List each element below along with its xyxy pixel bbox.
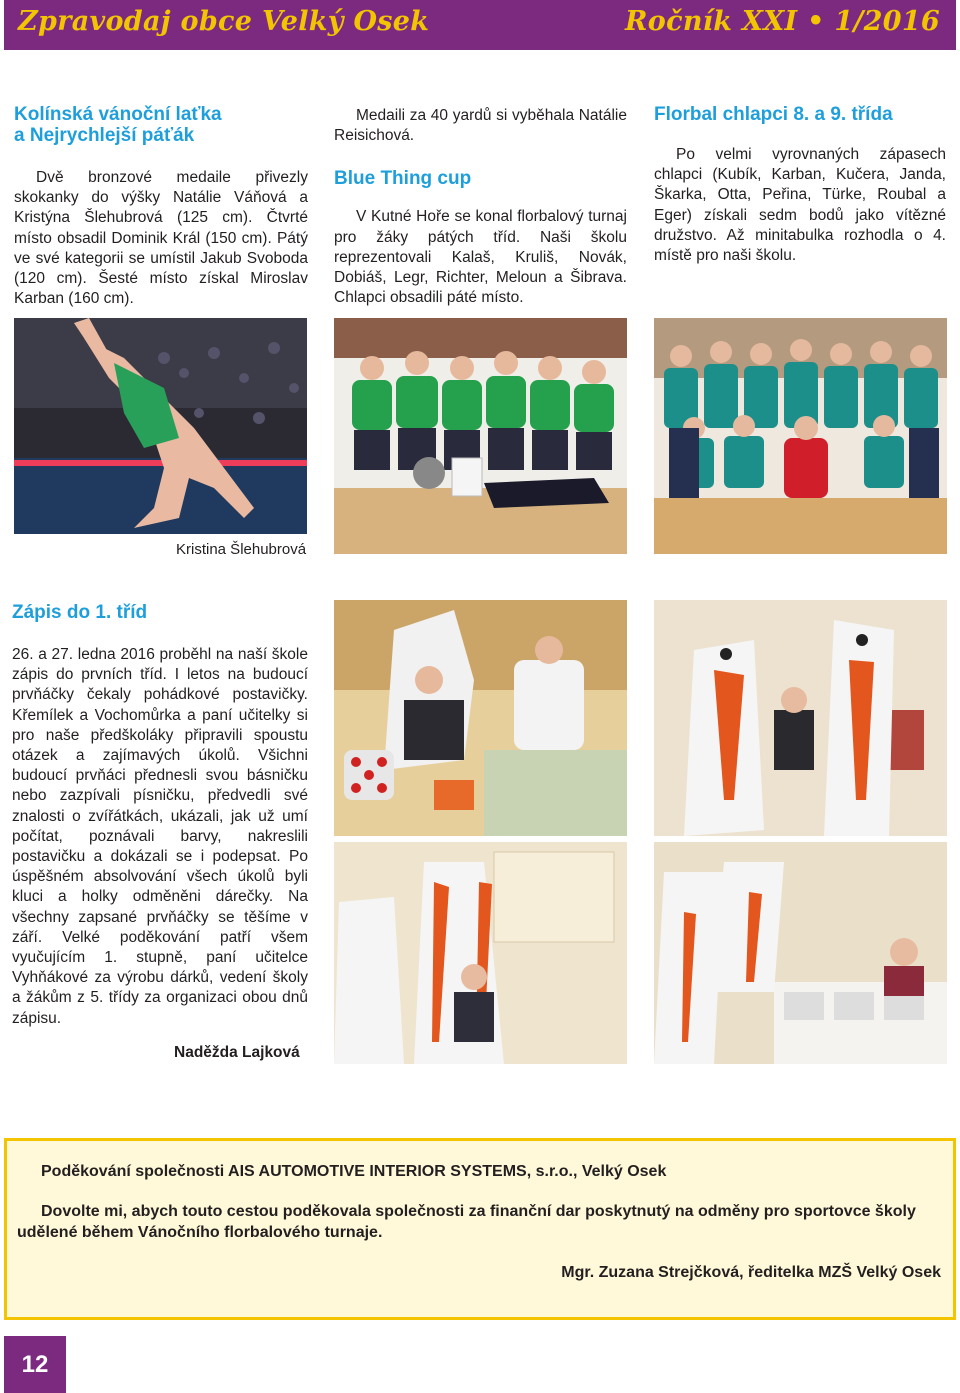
photo-high-jumper <box>14 318 307 534</box>
thanks-box <box>4 1138 956 1320</box>
photo-caption: Kristina Šlehubrová <box>176 541 307 558</box>
thanks-box-text: Dovolte mi, abych touto cestou poděkovala společnosti za finanční dar poskytnutý na odměny pro sportovce školy udělené během Vánočního florbalového turnaje. <box>17 1203 916 1241</box>
article-highjump <box>14 104 308 309</box>
article-florbal <box>654 104 946 266</box>
article-highjump-text: Dvě bronzové medaile přivezly skokanky do výšky Natálie Váňová a Kristýna Šlehubrová (125 cm). Čtvrté místo obsadil Dominik Král (150 cm). Pátý ve své kategorii se umístil Jakub Svoboda (120 cm). Šesté místo získal Miroslav Karban (160 cm). <box>14 169 308 308</box>
article-highjump-title: Kolínská vánoční laťka a Nejrychlejší páťák <box>14 104 222 146</box>
thanks-box-title: Poděkování společnosti AIS AUTOMOTIVE INTERIOR SYSTEMS, s.r.o., Velký Osek <box>41 1163 667 1180</box>
article-bluething-text: V Kutné Hoře se konal florbalový turnaj pro žáky pátých tříd. Naši školu reprezentovali Kalaš, Kruliš, Novák, Dobiáš, Legr, Richter, Meloun a Šibrava. Chlapci obsadili páté místo. <box>334 208 627 307</box>
article-zapis-title: Zápis do 1. tříd <box>12 602 148 623</box>
photo-zapis-1 <box>334 600 627 836</box>
article-florbal-title: Florbal chlapci 8. a 9. třída <box>654 104 893 125</box>
article-bluething-title: Blue Thing cup <box>334 168 472 190</box>
article-zapis-author: Naděžda Lajková <box>174 1043 300 1061</box>
thanks-box-signature: Mgr. Zuzana Strejčková, ředitelka MZŠ Velký Osek <box>561 1264 941 1281</box>
article-zapis <box>12 602 308 1063</box>
newsletter-header <box>4 0 956 50</box>
page-number: 12 <box>4 1336 66 1393</box>
article-zapis-text: 26. a 27. ledna 2016 proběhl na naší škole zápis do prvních tříd. I letos na budoucí prvňáčky čekaly pohádkové postavičky. Křemílek a Vochomůrka a paní učitelky si pro naše předškoláky připravili spoustu otázek a zajímavých úkolů. Všichni budoucí prvňáci přednesli svou básničku nebo zazpívali písničku, předvedli své znalosti o zvířátkách, ukázali, jak už umí počítat, poznávali barvy, nakreslili postavičku a dokázali se i podepsat. Po úspěšném absolvování všech úkolů byli kluci a holky odměněni dárečky. Na všechny zapsané prvňáčky se těšíme v září. Velké poděkování patří všem vyučujícím 1. stupně, paní učitelce Vyhňákové za výrobu dárků, vedení školy a žákům z 5. třídy za organizaci obou dnů zápisu. <box>12 646 308 1027</box>
issue-label: Ročník XXI • 1/2016 <box>625 6 940 37</box>
photo-bluething-team <box>334 318 627 554</box>
photo-zapis-4 <box>654 842 947 1064</box>
photo-zapis-3 <box>334 842 627 1064</box>
photo-florbal-team <box>654 318 947 554</box>
photo-zapis-2 <box>654 600 947 836</box>
article-bluething <box>334 106 627 308</box>
newsletter-title: Zpravodaj obce Velký Osek <box>18 6 430 37</box>
article-highjump-continued: Medaili za 40 yardů si vyběhala Natálie Reisichová. <box>334 107 627 145</box>
article-florbal-text: Po velmi vyrovnaných zápasech chlapci (Kubík, Karban, Kučera, Janda, Škarka, Otta, Peřina, Türke, Roubal a Eger) získali sedm bodů jako vítězné družstvo. Až minitabulka rozhodla o 4. místě pro naši školu. <box>654 146 946 265</box>
